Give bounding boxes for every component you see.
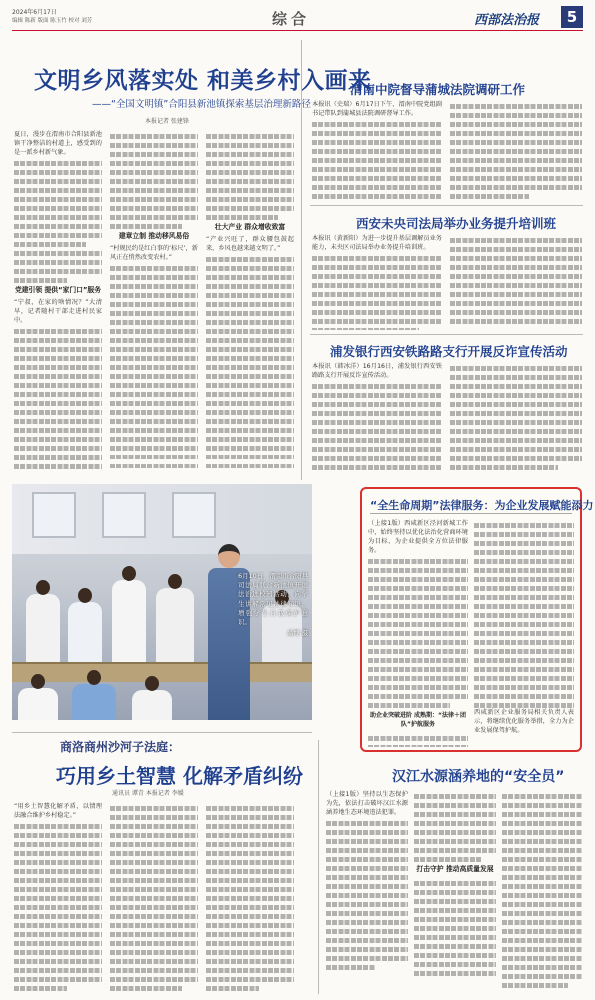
lead-column-2 [110,130,198,470]
lead-paragraph: 夏日，漫步在渭南市合阳县新池镇干净整洁的村道上，感受到的是一派乡村新气象。 [14,131,102,156]
hanjiang-headline: 汉江水源涵养地的“安全员” [392,769,565,785]
article-divider [12,732,312,733]
lead-subhead-2: 建章立制 推动移风易俗 [118,231,190,240]
xian-column-1 [312,234,442,330]
pufa-paragraph: 本报讯（韩冰洋）16月16日，浦发银行西安铁路路支行开展反诈宣传活动。 [312,363,442,379]
featured-headline: “全生命周期”法律服务：为企业发展赋能添力 [370,499,594,512]
featured-subhead: 助企业突破进阶 成熟期：“法律＋团队”护航服务 [369,711,467,728]
lead-subheadline: ——“全国文明镇”合阳县新池镇探索基层治理新路径 [92,99,311,110]
hanjiang-column-3 [502,790,582,994]
column-divider [318,740,319,994]
featured-article-box [360,487,594,752]
shangluo-headline-prefix: 商洛商州沙河子法庭： [60,740,181,754]
hanjiang-column-2 [414,790,496,994]
shangluo-column-3 [206,802,294,994]
lead-headline: 文明乡风落实处 和美乡村入画来 [34,68,372,94]
weinan-headline: 渭南中院督导蒲城法院调研工作 [350,82,526,97]
shangluo-headline: 巧用乡土智慧 化解矛盾纠纷 [56,764,303,788]
weinan-paragraph: 本报讯（史瑞）6月17日下午，渭南中院党组副书记带队到蒲城县法院调研督导工作。 [312,101,442,117]
photo-credit: 高博 摄 [286,629,308,638]
pufa-column-1 [312,362,442,474]
lead-subhead-1: 党建引领 提供“家门口”服务 [14,285,102,294]
photo-caption [238,572,308,638]
issue-date: 2024年6月17日 [12,9,57,16]
pufa-column-2 [450,362,582,474]
article-divider [310,334,583,335]
pufa-headline: 浦发银行西安铁路路支行开展反诈宣传活动 [330,344,568,359]
lead-paragraph: “宁叔，在家的啥情况？”大清早，记者随村干部走进村民家中。 [14,298,102,324]
xian-paragraph: 本报讯（黄新阳）为进一步提升基层调解员业务能力，未央区司法局举办业务提升培训班。 [312,235,442,251]
column-divider [301,40,302,480]
lead-paragraph: “村规民约是红白事的‘标尺’，新风正在悄然改变农村。” [110,244,198,261]
lead-column-1 [14,130,102,470]
shangluo-paragraph: “用乡土智慧化解矛盾，以情理法融合维护乡村稳定。” [14,803,102,819]
weinan-column-1 [312,100,442,200]
article-divider [310,205,583,206]
hanjiang-subhead: 打击守护 推动高质量发展 [416,864,494,873]
xian-column-2 [450,234,582,330]
shangluo-column-2 [110,802,198,994]
featured-column-2 [474,519,574,747]
featured-paragraph: 西咸新区企业服务局相关负责人表示，将继续优化服务举措，全力为企业发展保驾护航。 [474,708,574,734]
lead-paragraph: “产业兴旺了，群众腰包鼓起来，乡风也越来越文明了。” [206,235,294,252]
shangluo-column-1 [14,802,102,994]
featured-column-1 [368,519,468,747]
xian-headline: 西安未央司法局举办业务提升培训班 [356,216,557,231]
weinan-column-2 [450,100,582,200]
lead-column-3 [206,130,294,470]
page-number: 5 [561,6,583,28]
hanjiang-paragraph: （上接1版）坚持以生态保护为先，依法打击破坏汉江水源涵养地生态环境违法犯罪。 [326,791,408,816]
section-title: 综合 [272,10,311,28]
editorial-staff: 编辑 陈新 版面 陈玉竹 校对 刘芳 [12,18,93,24]
lead-byline: 本报记者 张建锋 [145,118,189,125]
lead-subhead-3: 壮大产业 群众增收致富 [214,222,286,231]
photo-caption-text: 6月10日，渭南市合阳县司法局联合新池镇开展法治进校园活动，向学生讲解常见法律知识，增强学生自我保护意识。 [238,572,308,627]
featured-paragraph: （上接1版）西咸新区泾河新城工作中，始终坚持以优化法治化营商环境为目标，为企业提供全方位法律服务。 [368,520,468,554]
header-rule [12,30,583,31]
shangluo-byline: 通讯员 谭青 本报记者 李媛 [112,790,184,797]
hanjiang-column-1 [326,790,408,994]
newspaper-logo: 西部法治报 [474,13,540,28]
page-header [12,6,583,32]
